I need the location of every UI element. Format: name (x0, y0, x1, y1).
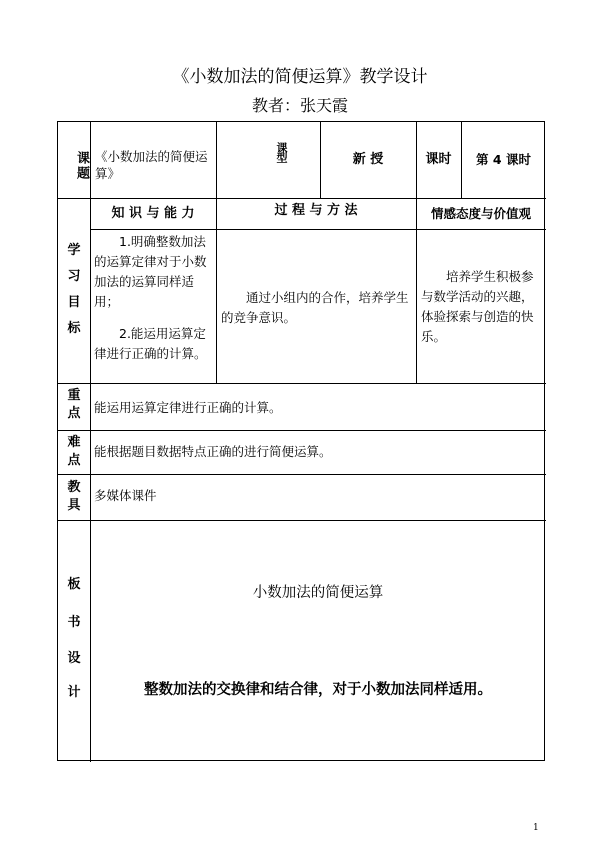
difficulty-text: 能根据题目数据特点正确的进行简便运算。 (94, 444, 332, 459)
teacher-name: 教者：张天霞 (251, 96, 348, 115)
difficulty-label (58, 434, 90, 470)
header-attitude: 情感态度与价值观 (430, 206, 531, 221)
key-point-label (58, 387, 90, 423)
board-heading: 小数加法的简便运算 (252, 585, 384, 601)
process-objective: 通过小组内的合作，培养学生的竞争意识。 (221, 290, 409, 325)
board-label-3: 设 (67, 651, 81, 666)
period-label: 课时 (425, 152, 452, 167)
knowledge-objective-2: 2.能运用运算定律进行正确的计算。 (94, 326, 207, 361)
type-value: 新 授 (352, 152, 384, 167)
header-divider (90, 229, 546, 230)
board-content: 整数加法的交换律和结合律，对于小数加法同样适用。 (144, 682, 492, 698)
row-divider (58, 520, 546, 521)
topic-value: 《小数加法的简便运算》 (95, 149, 208, 181)
document-title: 《小数加法的简便运算》教学设计 (172, 67, 428, 87)
column-divider (216, 122, 217, 383)
type-label: 课型 (275, 142, 288, 162)
key-point-text: 能运用运算定律进行正确的计算。 (94, 400, 282, 415)
row-divider (58, 430, 546, 431)
tools-text: 多媒体课件 (94, 488, 157, 503)
period-value: 第 4 课时 (476, 152, 531, 167)
board-label-2: 书 (67, 615, 81, 630)
tools-label-text: 教具 (67, 480, 81, 513)
page-number: 1 (533, 823, 539, 833)
row-divider (58, 198, 546, 199)
header-process: 过 程 与 方 法 (274, 203, 358, 218)
key-point-label-text: 重点 (67, 388, 81, 421)
board-label-1: 板 (67, 577, 81, 592)
row-divider (58, 383, 546, 384)
lesson-plan-table (57, 121, 545, 761)
topic-label: 课题 (74, 151, 89, 181)
row-divider (58, 474, 546, 475)
board-label-4: 计 (67, 685, 81, 700)
tools-label (58, 479, 90, 515)
header-knowledge: 知 识 与 能 力 (111, 206, 195, 221)
difficulty-label-text: 难点 (67, 435, 81, 468)
attitude-objective: 培养学生积极参与数学活动的兴趣，体验探索与创造的快乐。 (421, 269, 534, 344)
objectives-label (58, 238, 90, 342)
objectives-label-text: 学习目标 (67, 243, 81, 336)
knowledge-objective-1: 1.明确整数加法的运算定律对于小数加法的运算同样适用； (94, 234, 207, 309)
